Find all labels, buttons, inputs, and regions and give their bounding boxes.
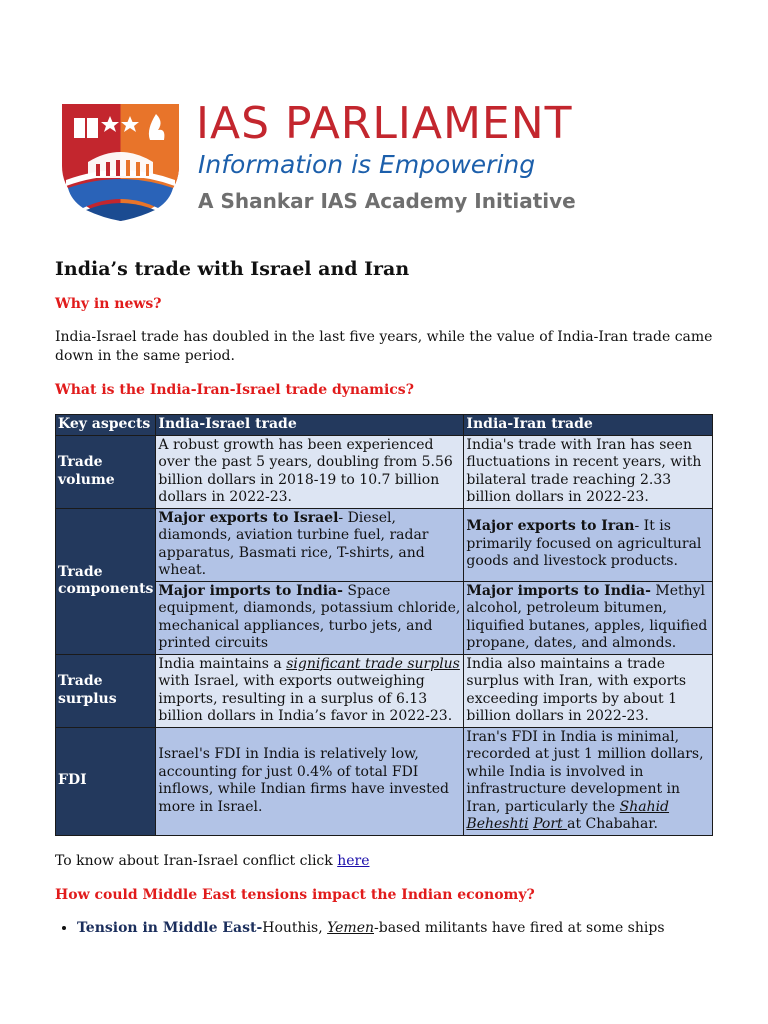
cell-fdi-iran xyxy=(464,727,713,835)
cell-surplus-israel xyxy=(156,654,464,727)
trade-dynamics-heading: What is the India-Iran-Israel trade dynamics? xyxy=(55,382,414,398)
page-title: India’s trade with Israel and Iran xyxy=(55,258,410,280)
row-key-fdi: FDI xyxy=(56,727,156,835)
why-in-news-heading: Why in news? xyxy=(55,296,162,312)
imports-iran-text: Methyl alcohol, petroleum bitumen, liquified butanes, apples, liquified propane, dates, and almonds. xyxy=(466,582,708,651)
logo xyxy=(58,100,718,225)
brand-tagline: Information is Empowering xyxy=(198,150,536,179)
impact-heading: How could Middle East tensions impact the Indian economy? xyxy=(55,886,535,903)
why-in-news-text: India-Israel trade has doubled in the last five years, while the value of India-Iran trade came down in the same period. xyxy=(55,329,713,364)
fdi-iran-emphasis-1: Shahid Beheshti xyxy=(466,798,670,832)
bullet-text-post: -based militants have fired at some ships xyxy=(374,919,665,936)
cell-imports-israel xyxy=(156,581,464,654)
bullet-emphasis: Yemen xyxy=(327,919,375,936)
bullet-bold: Tension in Middle East- xyxy=(77,919,263,936)
cell-surplus-iran: India also maintains a trade surplus with Iran, with exports exceeding imports by about 1 billion dollars in 2022-23. xyxy=(464,654,713,727)
table-row xyxy=(56,727,713,835)
exports-iran-text: - It is primarily focused on agricultural goods and livestock products. xyxy=(466,518,702,570)
imports-israel-text: Space equipment, diamonds, potassium chloride, mechanical appliances, turbo jets, and printed circuits xyxy=(158,582,461,651)
brand-name: IAS PARLIAMENT xyxy=(196,98,573,149)
header-israel: India-Israel trade xyxy=(156,415,464,436)
table-header-row xyxy=(56,415,713,436)
cell-fdi-israel: Israel's FDI in India is relatively low, accounting for just 0.4% of total FDI inflows, while Indian firms have invested more in Israel. xyxy=(156,727,464,835)
exports-israel-label: Major exports to Israel xyxy=(158,509,339,526)
list-item xyxy=(77,919,715,938)
conflict-paragraph xyxy=(55,852,715,871)
surplus-israel-emphasis: significant trade surplus xyxy=(286,655,460,672)
conflict-link[interactable]: here xyxy=(337,852,370,869)
parliament-shield-icon xyxy=(58,100,183,225)
fdi-iran-emphasis-2: Port xyxy=(533,816,568,832)
bullet-text-pre: Houthis, xyxy=(262,919,328,936)
table-row xyxy=(56,435,713,508)
table-row xyxy=(56,654,713,727)
cell-exports-iran xyxy=(464,508,713,581)
row-key-trade-volume: Trade volume xyxy=(56,435,156,508)
cell-volume-iran: India's trade with Iran has seen fluctuations in recent years, with bilateral trade reaching 2.33 billion dollars in 2022-23. xyxy=(464,435,713,508)
row-key-trade-surplus: Trade surplus xyxy=(56,654,156,727)
cell-exports-israel xyxy=(156,508,464,581)
fdi-iran-post: at Chabahar. xyxy=(567,816,658,832)
brand-subtitle: A Shankar IAS Academy Initiative xyxy=(198,189,576,213)
fdi-iran-pre: Iran's FDI in India is minimal, recorded at just 1 million dollars, while India is involved in infrastructure development in Iran, particularly the xyxy=(466,728,704,815)
imports-iran-label: Major imports to India- xyxy=(466,582,651,599)
conflict-text: To know about Iran-Israel conflict click xyxy=(55,852,338,869)
row-key-trade-components: Trade components xyxy=(56,508,156,654)
exports-israel-text: - Diesel, diamonds, aviation turbine fuel, radar apparatus, Basmati rice, T-shirts, and wheat. xyxy=(158,509,429,578)
exports-iran-label: Major exports to Iran xyxy=(466,518,635,535)
surplus-israel-pre: India maintains a xyxy=(158,655,287,672)
header-iran: India-Iran trade xyxy=(464,415,713,436)
table-row xyxy=(56,508,713,581)
header-key-aspects: Key aspects xyxy=(56,415,156,436)
article xyxy=(55,258,715,938)
cell-volume-israel: A robust growth has been experienced over the past 5 years, doubling from 5.56 billion dollars in 2018-19 to 10.7 billion dollars in 2022-23. xyxy=(156,435,464,508)
surplus-israel-post: with Israel, with exports outweighing imports, resulting in a surplus of 6.13 billion dollars in India’s favor in 2022-23. xyxy=(158,673,453,724)
impact-list xyxy=(55,919,715,938)
imports-israel-label: Major imports to India- xyxy=(158,582,343,599)
cell-imports-iran xyxy=(464,581,713,654)
trade-table xyxy=(55,414,713,836)
